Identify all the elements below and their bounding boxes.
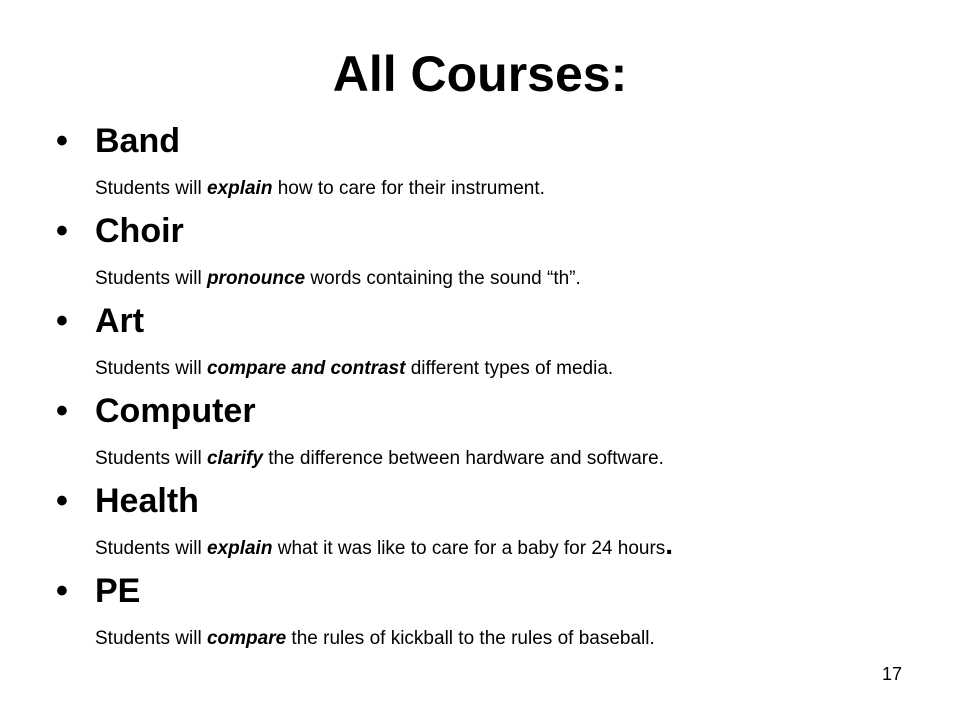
bullet-icon: • — [56, 212, 68, 250]
objective-prefix: Students will — [95, 358, 207, 379]
course-name: Art — [95, 302, 145, 340]
course-item-computer — [56, 387, 936, 477]
course-name: Choir — [95, 212, 184, 250]
objective-prefix: Students will — [95, 448, 207, 469]
course-item-band — [56, 117, 936, 207]
course-objective — [95, 355, 613, 382]
course-objective — [95, 445, 664, 472]
course-objective — [95, 625, 655, 652]
bullet-icon: • — [56, 392, 68, 430]
course-item-health — [56, 477, 936, 567]
page-number: 17 — [881, 664, 902, 684]
objective-verb: explain — [206, 538, 273, 559]
course-name: Band — [95, 122, 180, 160]
course-list — [56, 117, 936, 657]
objective-verb: compare and contrast — [206, 358, 406, 379]
course-name: Health — [95, 482, 199, 520]
objective-verb: compare — [206, 628, 287, 649]
bullet-icon: • — [56, 302, 68, 340]
course-item-choir — [56, 207, 936, 297]
objective-prefix: Students will — [95, 178, 207, 199]
objective-suffix: how to care for their instrument. — [272, 178, 545, 199]
objective-suffix: what it was like to care for a baby for 24 hours — [272, 538, 666, 559]
course-name: Computer — [95, 392, 256, 430]
course-objective — [95, 265, 581, 292]
objective-prefix: Students will — [95, 538, 207, 559]
course-name: PE — [95, 572, 141, 610]
bullet-icon: • — [56, 122, 68, 160]
course-objective — [95, 529, 674, 562]
bullet-icon: • — [56, 572, 68, 610]
course-item-art — [56, 297, 936, 387]
objective-prefix: Students will — [95, 268, 207, 289]
objective-suffix: the difference between hardware and software. — [262, 448, 664, 469]
course-item-pe — [56, 567, 936, 657]
slide-title: All Courses: — [332, 46, 628, 102]
objective-suffix: words containing the sound “th”. — [305, 268, 581, 289]
objective-end: . — [665, 529, 674, 560]
bullet-icon: • — [56, 482, 68, 520]
objective-prefix: Students will — [95, 628, 207, 649]
objective-verb: clarify — [206, 448, 263, 469]
objective-suffix: the rules of kickball to the rules of baseball. — [286, 628, 655, 649]
objective-verb: pronounce — [206, 268, 306, 289]
objective-verb: explain — [206, 178, 273, 199]
course-objective — [95, 175, 545, 202]
objective-suffix: different types of media. — [405, 358, 614, 379]
